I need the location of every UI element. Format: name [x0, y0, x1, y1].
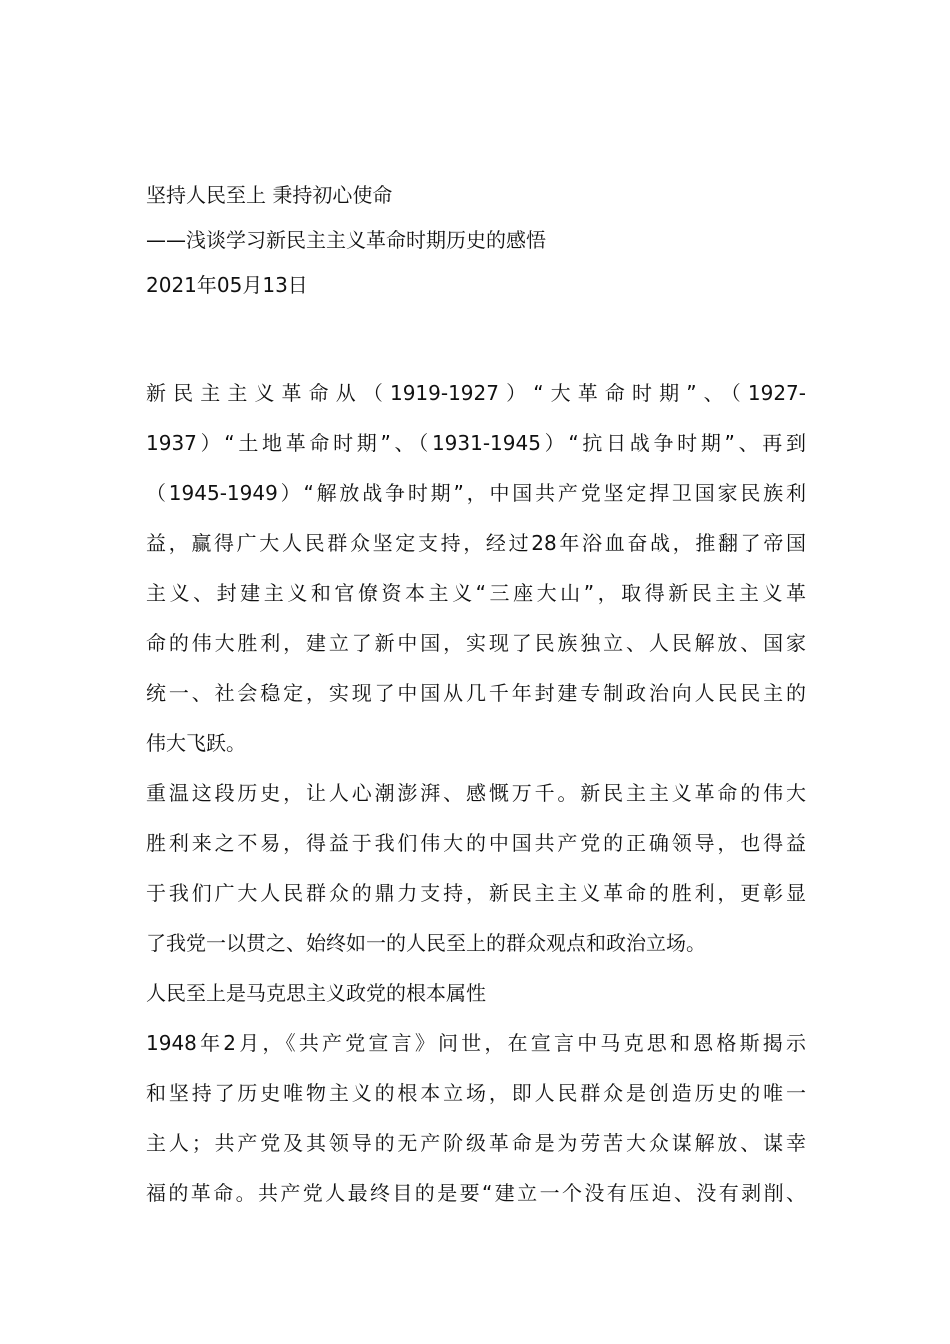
- text-line: 1948年2月，《共产党宣言》问世，在宣言中马克思和恩格斯揭示: [146, 1031, 806, 1055]
- document-subtitle: ——浅谈学习新民主主义革命时期历史的感悟: [146, 228, 546, 252]
- text-line: 伟大飞跃。: [146, 731, 246, 755]
- text-line: 命的伟大胜利，建立了新中国，实现了民族独立、人民解放、国家: [146, 631, 806, 655]
- document-title: 坚持人民至上 秉持初心使命: [146, 183, 393, 207]
- text-line: （1945-1949）“解放战争时期”，中国共产党坚定捍卫国家民族利: [146, 481, 806, 505]
- text-line: 了我党一以贯之、始终如一的人民至上的群众观点和政治立场。: [146, 931, 706, 955]
- text-line: 益，赢得广大人民群众坚定支持，经过28年浴血奋战，推翻了帝国: [146, 531, 806, 555]
- text-line: 1937）“土地革命时期”、（1931-1945）“抗日战争时期”、再到: [146, 431, 806, 455]
- text-line: 重温这段历史，让人心潮澎湃、感慨万千。新民主主义革命的伟大: [146, 781, 806, 805]
- text-line: 福的革命。共产党人最终目的是要“建立一个没有压迫、没有剥削、: [146, 1181, 806, 1205]
- text-line: 胜利来之不易，得益于我们伟大的中国共产党的正确领导，也得益: [146, 831, 806, 855]
- text-line: 统一、社会稳定，实现了中国从几千年封建专制政治向人民民主的: [146, 681, 806, 705]
- text-line: 主义、封建主义和官僚资本主义“三座大山”，取得新民主主义革: [146, 581, 806, 605]
- document-page: [146, 183, 806, 1218]
- paragraph-reflection: [146, 768, 806, 968]
- section-heading: 人民至上是马克思主义政党的根本属性: [146, 981, 486, 1005]
- text-line: 于我们广大人民群众的鼎力支持，新民主主义革命的胜利，更彰显: [146, 881, 806, 905]
- text-line: 主人；共产党及其领导的无产阶级革命是为劳苦大众谋解放、谋幸: [146, 1131, 806, 1155]
- text-line: 新民主主义革命从（1919-1927）“大革命时期”、（1927-: [146, 381, 806, 405]
- paragraph-revolution-history: [146, 368, 806, 768]
- text-line: 和坚持了历史唯物主义的根本立场，即人民群众是创造历史的唯一: [146, 1081, 806, 1105]
- paragraph-manifesto: [146, 1018, 806, 1218]
- spacer: [146, 318, 806, 368]
- document-date: 2021年05月13日: [146, 273, 308, 297]
